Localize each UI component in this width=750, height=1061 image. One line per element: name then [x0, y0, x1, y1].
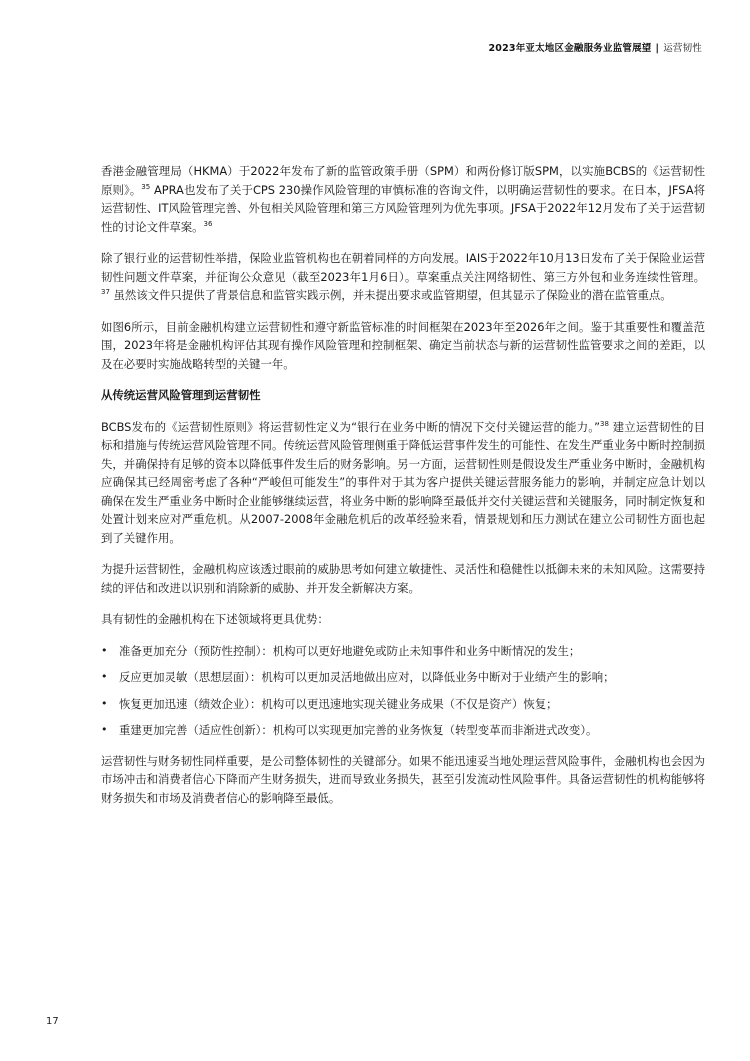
report-title: 2023年亚太地区金融服务业监管展望 — [488, 43, 652, 54]
paragraph-financial-resilience: 运营韧性与财务韧性同样重要，是公司整体韧性的关键部分。如果不能迅速妥当地处理运营风险事件，金融机构也会因为市场冲击和消费者信心下降而产生财务损失，进而导致业务损失，甚至引发流动性风险事件。具备运营韧性的机构能够将财务损失和市场及消费者信心的影响降至最低。 — [101, 753, 705, 805]
section-name: 运营韧性 — [663, 43, 702, 54]
page-header — [488, 40, 702, 54]
paragraph-advantages-intro: 具有韧性的金融机构在下述领域将更具优势： — [101, 612, 329, 626]
list-item — [101, 695, 705, 714]
bullet-icon: • — [101, 723, 108, 736]
footnote-ref-35[interactable]: 35 — [141, 182, 151, 191]
paragraph-text: 虽然该文件只提供了背景信息和监管实践示例，并未提出要求或监管期望，但其显示了保险业的潜在监管重点。 — [109, 288, 672, 302]
section-heading: 从传统运营风险管理到运营韧性 — [101, 388, 261, 402]
paragraph-text: 香港金融管理局（HKMA）于2022年发布了新的监管政策手册（SPM）和两份修订版SPM，以实施BCBS的《运营韧性原则》。 — [101, 164, 705, 197]
list-item — [101, 668, 705, 687]
bullet-icon: • — [101, 643, 108, 657]
paragraph-text: APRA也发布了关于CPS 230操作风险管理的审慎标准的咨询文件，以明确运营韧性的要求。在日本，JFSA将运营韧性、IT风险管理完善、外包相关风险管理和第三方风险管理列为优先事项。JFSA于2022年12月发布了关于运营韧性的讨论文件草案。 — [101, 182, 705, 234]
paragraph-text: BCBS发布的《运营韧性原则》将运营韧性定义为“银行在业务中断的情况下交付关键运营的能力。” — [101, 419, 601, 434]
header-separator: | — [655, 43, 660, 54]
page-number: 17 — [46, 1016, 59, 1027]
paragraph-insurance — [101, 249, 705, 305]
footnote-ref-36[interactable]: 36 — [203, 219, 213, 228]
list-item-text: 准备更加充分（预防性控制）：机构可以更好地避免或防止未知事件和业务中断情况的发生； — [119, 643, 581, 658]
body-content — [101, 162, 705, 820]
paragraph-definition — [101, 418, 705, 548]
list-item — [101, 721, 705, 740]
paragraph-text: 建立运营韧性的目标和措施与传统运营风险管理不同。传统运营风险管理侧重于降低运营事件发生的可能性、在发生严重业务中断时控制损失，并确保持有足够的资本以降低事件发生后的财务影响。另一方面，运营韧性则是假设发生严重业务中断时，金融机构应确保其已经周密考虑了各种“严峻但可能发生”的事件对于其为客户提供关键运营服务能力的影响，并制定应急计划以确保在发生严重业务中断时企业能够继续运营，将业务中断的影响降至最低并交付关键运营和关键服务，同时制定恢复和处置计划来应对严重危机。从2007-2008年金融危机后的改革经验来看，情景规划和压力测试在建立公司韧性方面也起到了关键作用。 — [101, 419, 705, 545]
paragraph-hkma — [101, 162, 705, 236]
paragraph-text: 除了银行业的运营韧性举措，保险业监管机构也在朝着同样的方向发展。IAIS于2022年10月13日发布了关于保险业运营韧性问题文件草案，并征询公众意见（截至2023年1月6日）。草案重点关注网络韧性、第三方外包和业务连续性管理。 — [101, 251, 705, 284]
footnote-ref-38[interactable]: 38 — [600, 419, 609, 428]
bullet-icon: • — [101, 696, 108, 710]
list-item-text: 反应更加灵敏（思想层面）：机构可以更加灵活地做出应对，以降低业务中断对于业绩产生的影响； — [119, 670, 615, 684]
advantages-list — [101, 642, 705, 740]
paragraph-agility: 为提升运营韧性，金融机构应该透过眼前的威胁思考如何建立敏捷性、灵活性和稳健性以抵御未来的未知风险。这需要持续的评估和改进以识别和消除新的威胁、并开发全新解决方案。 — [101, 562, 705, 595]
footnote-ref-37[interactable]: 37 — [101, 288, 110, 297]
bullet-icon: • — [101, 670, 108, 683]
list-item — [101, 642, 705, 661]
list-item-text: 重建更加完善（适应性创新）：机构可以实现更加完善的业务恢复（转型变革而非渐进式改变）。 — [119, 723, 598, 737]
paragraph-timeline: 如图6所示，目前金融机构建立运营韧性和遵守新监管标准的时间框架在2023年至2026年之间。鉴于其重要性和覆盖范围，2023年将是金融机构评估其现有操作风险管理和控制框架、确定当前状态与新的运营韧性监管要求之间的差距，以及在必要时实施战略转型的关键一年。 — [101, 319, 705, 371]
list-item-text: 恢复更加迅速（绩效企业）：机构可以更迅速地实现关键业务成果（不仅是资产）恢复； — [119, 696, 558, 711]
